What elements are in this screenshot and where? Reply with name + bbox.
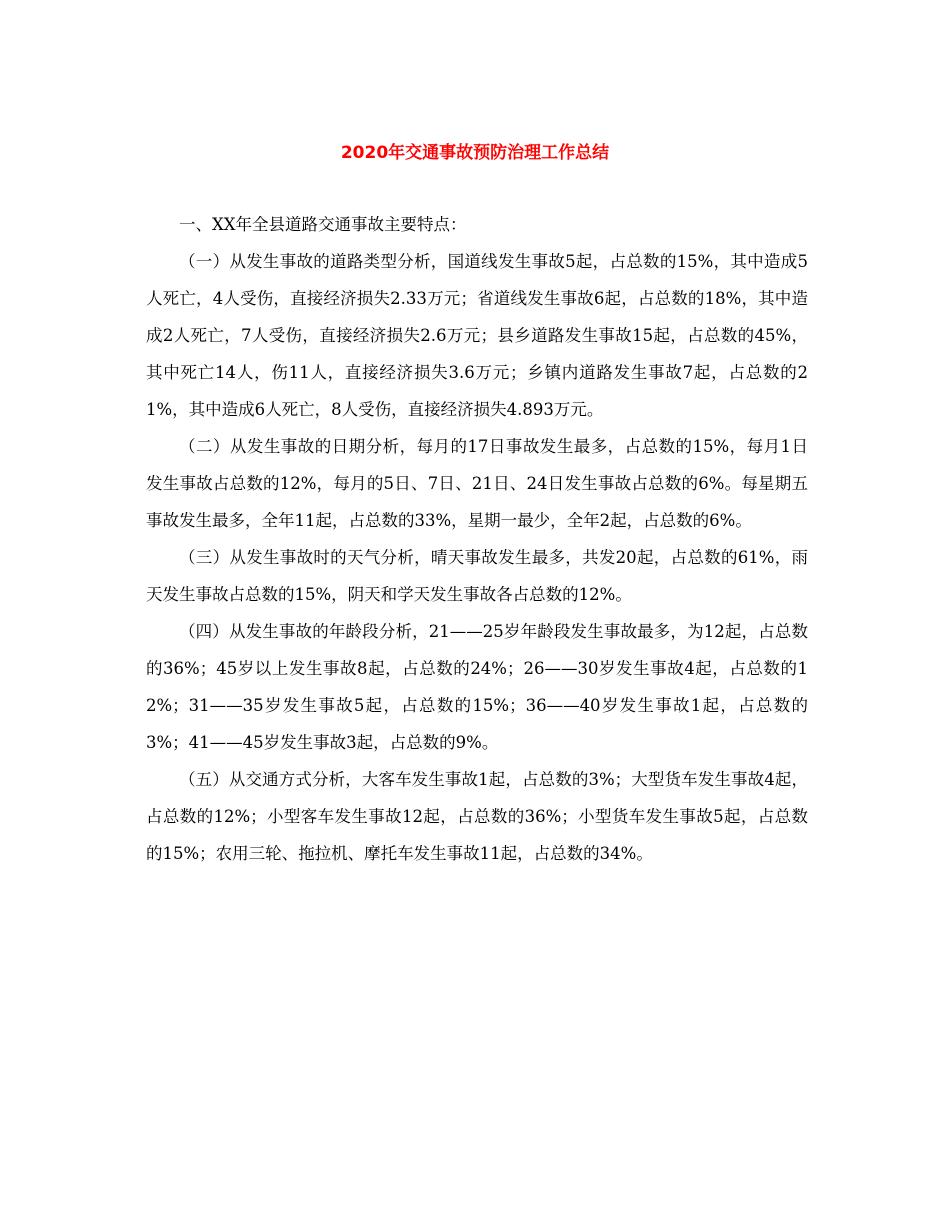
paragraph-weather: （三）从发生事故时的天气分析，晴天事故发生最多，共发20起，占总数的61%，雨天发生事故占总数的15%，阴天和学天发生事故各占总数的12%。 bbox=[146, 548, 808, 604]
paragraph-date: （二）从发生事故的日期分析，每月的17日事故发生最多，占总数的15%，每月1日发生事故占总数的12%，每月的5日、7日、21日、24日发生事故占总数的6%。每星期五事故发生最多，全年11起，占总数的33%，星期一最少，全年2起，占总数的6%。 bbox=[146, 437, 808, 530]
paragraph-age-group: （四）从发生事故的年龄段分析，21——25岁年龄段发生事故最多，为12起，占总数的36%；45岁以上发生事故8起，占总数的24%；26——30岁发生事故4起，占总数的12%；31——35岁发生事故5起，占总数的15%；36——40岁发生事故1起，占总数的3%；41——45岁发生事故3起，占总数的9%。 bbox=[146, 622, 808, 752]
document-body bbox=[146, 206, 808, 872]
paragraph-traffic-mode: （五）从交通方式分析，大客车发生事故1起，占总数的3%；大型货车发生事故4起，占总数的12%；小型客车发生事故12起，占总数的36%；小型货车发生事故5起，占总数的15%；农用三轮、拖拉机、摩托车发生事故11起，占总数的34%。 bbox=[146, 770, 808, 863]
document-title: 2020年交通事故预防治理工作总结 bbox=[340, 143, 610, 163]
section-heading: 一、XX年全县道路交通事故主要特点： bbox=[179, 215, 467, 234]
paragraph-road-type: （一）从发生事故的道路类型分析，国道线发生事故5起，占总数的15%，其中造成5人死亡，4人受伤，直接经济损失2.33万元；省道线发生事故6起，占总数的18%，其中造成2人死亡，7人受伤，直接经济损失2.6万元；县乡道路发生事故15起，占总数的45%，其中死亡14人，伤11人，直接经济损失3.6万元；乡镇内道路发生事故7起，占总数的21%，其中造成6人死亡，8人受伤，直接经济损失4.893万元。 bbox=[146, 252, 808, 419]
